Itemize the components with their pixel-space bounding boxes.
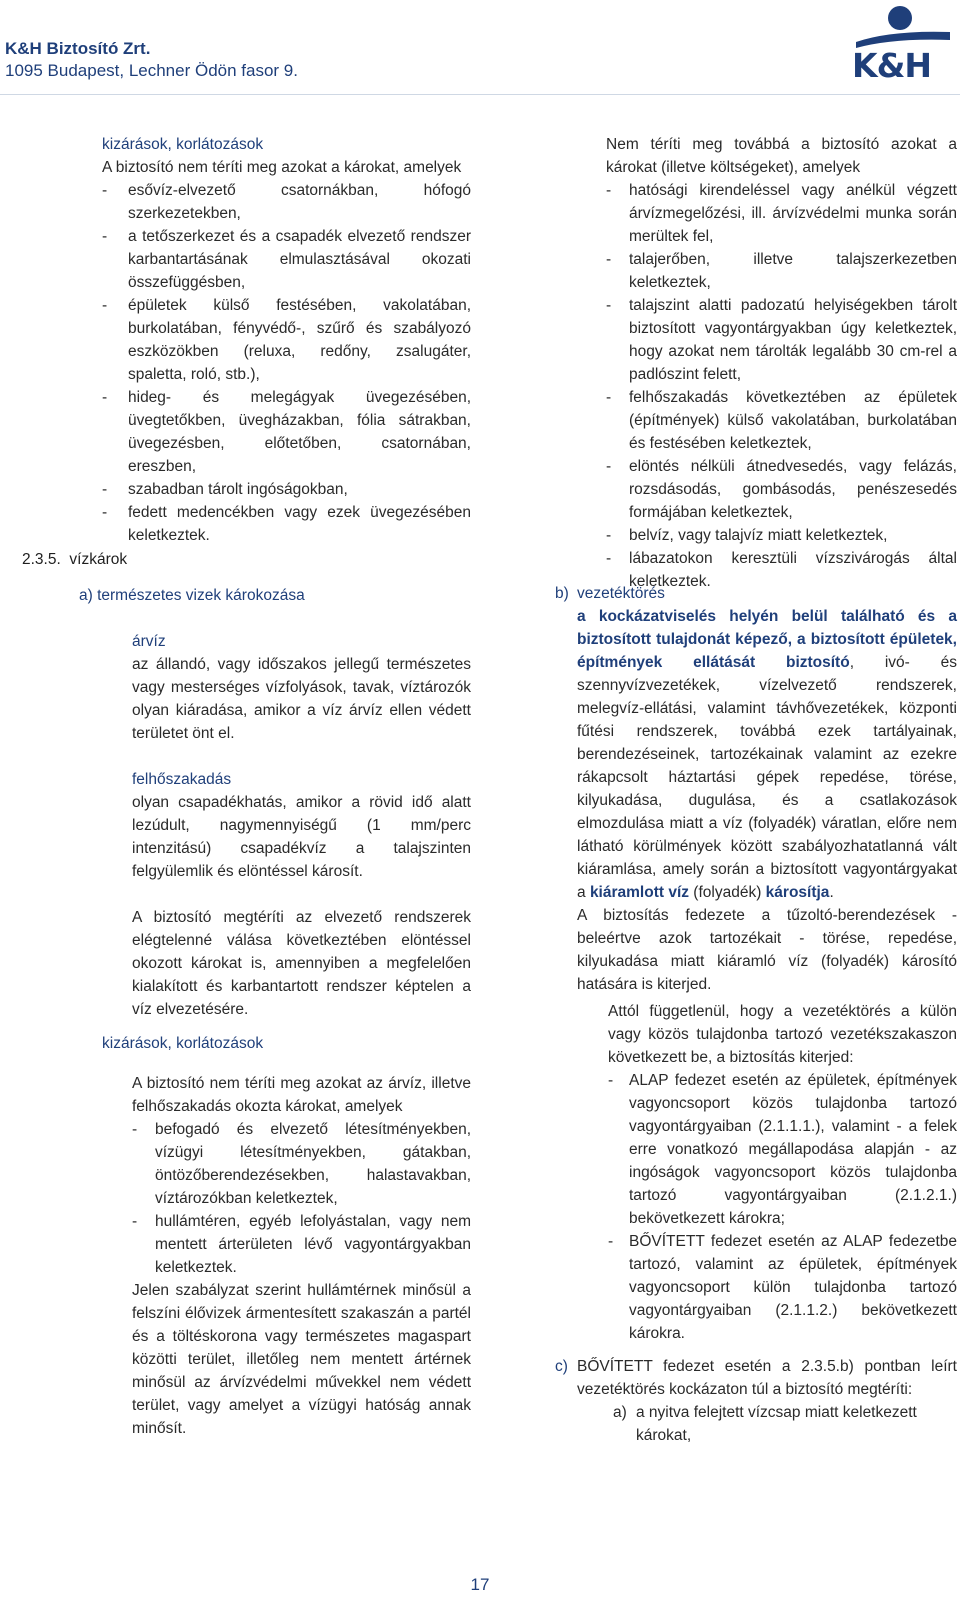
list-item: - belvíz, vagy talajvíz miatt keletkeztek, [606,527,888,544]
pipe-break-heading: vezetéktörés [577,585,665,602]
pipe-break-block [577,582,957,996]
extended-marker: c) [555,1358,568,1375]
left-exclusions-block [102,133,471,547]
list-item: a) a nyitva felejtett vízcsap miatt keletkezett károkat, [613,1404,917,1444]
ownership-block [608,1000,957,1345]
list-item: - felhőszakadás következtében az épületek (építmények) külső vakolatában, burkolatában és festésében keletkeztek, [606,389,957,452]
list-item: - befogadó és elvezető létesítményekben, vízügyi létesítményekben, gátakban, öntözőberendezésekben, halastavakban, víztározókban keletkeztek, [132,1121,471,1207]
flood-exclusions-heading-block [102,1032,471,1055]
natural-water-block [79,584,471,607]
list-item: - ALAP fedezet esetén az épületek, építmények vagyoncsoport közös tulajdonba tartozó vagyontárgyaiban (2.1.1.1.), valamint - a felek erre vonatkozó megállapodása alapján - az ingóságok vagyoncsoport közös tulajdonba tartozó vagyontárgyaiban (2.1.2.1.) bekövetkezett károkra; [608,1072,957,1227]
header-company [5,38,298,82]
pipe-break-definition: a kockázatviselés helyén belül található és a biztosított tulajdonát képező, a biztosított épületek, építmények ellátását biztosító, ivó- és szennyvízvezetékek, vízelvezető rendszerek, melegvíz-ellátási, valamint távhővezetékek, központi fűtési rendszerek, továbbá ezek tartályainak, berendezéseinek, tartozékainak valamint az ezekre rákapcsolt háztartási gépek repedése, törése, kilyukadása, dugulása, és a csatlakozások elmozdulása miatt a víz (folyadék) váratlan, előre nem látható körülmények között szabályozhatatlanná vált kiáramlása, amely során a biztosított vagyontárgyakat a kiáramlott víz (folyadék) károsítja. [577,608,958,901]
flood-exclusions-block [132,1072,471,1440]
list-item: - hullámtéren, egyéb lefolyástalan, vagy nem mentett árterületen lévő vagyontárgyakban keletkeztek. [132,1213,471,1276]
list-item: - esővíz-elvezető csatornákban, hófogó szerkezetekben, [102,182,471,222]
company-address: 1095 Budapest, Lechner Ödön fasor 9. [5,61,298,80]
left-exclusions-heading: kizárások, korlátozások [102,136,264,153]
list-item: - BŐVÍTETT fedezet esetén az ALAP fedezetbe tartozó, valamint az épületek, építmények vagyoncsoport külön tulajdonba tartozó vagyontárgyaiban (2.1.1.2.) bekövetkezett károkra. [608,1233,957,1342]
section-title: vízkárok [69,551,128,568]
extended-cover-text: BŐVÍTETT fedezet esetén a 2.3.5.b) pontban leírt vezetéktörés kockázaton túl a biztosító megtéríti: [577,1358,957,1398]
list-item: - szabadban tárolt ingóságokban, [102,481,348,498]
section-heading [22,551,127,569]
natural-water-heading: a) természetes vizek károkozása [79,587,305,604]
right-exclusions-block [606,133,957,593]
drainage-refund-text: A biztosító megtéríti az elvezető rendszerek elégtelenné válása következtében elöntéssel okozott károkat is, amennyiben a megfelelően kialakított és karbantartott rendszer képtelen a víz elvezetésére. [132,909,471,1018]
flood-exclusions-intro: A biztosító nem téríti meg azokat az árvíz, illetve felhőszakadás okozta károkat, amelyek [132,1075,471,1115]
right-exclusions-intro: Nem téríti meg továbbá a biztosító azokat a károkat (illetve költségeket), amelyek [606,136,957,176]
pipe-marker: b) [555,585,569,602]
section-number: 2.3.5. [22,551,61,568]
logo-text: K&H [852,46,931,85]
kh-logo [852,2,957,85]
header-divider [0,94,960,95]
flood-title: árvíz [132,633,166,650]
company-name: K&H Biztosító Zrt. [5,39,151,58]
list-item: - talajszint alatti padozatú helyiségekben tárolt biztosított vagyontárgyakban úgy keletkeztek, hogy azokat nem tárolták legalább 30 cm-rel a padlószint felett, [606,297,957,383]
list-item: - talajerőben, illetve talajszerkezetben keletkeztek, [606,251,957,291]
floodplain-definition: Jelen szabályzat szerint hullámtérnek minősül a felszíni élővizek ármentesített szakaszán a partél és a töltéskorona vagy természetes magaspart közötti terület, illetőleg nem mentett ártérnek minősül az árvízvédelmi művekkel nem védett terület, vagy amelyet a vízügyi hatóság annak minősít. [132,1282,471,1437]
ownership-intro: Attól függetlenül, hogy a vezetéktörés a külön vagy közös tulajdonba tartozó vezetékszakaszon következett be, a biztosítás kiterjed: [608,1003,957,1066]
list-item: - hatósági kirendeléssel vagy anélkül végzett árvízmegelőzési, ill. árvízvédelmi munka során merültek fel, [606,182,957,245]
list-item: - elöntés nélküli átnedvesedés, vagy felázás, rozsdásodás, gombásodás, penészesedés formájában keletkeztek, [606,458,957,521]
page-number: 17 [470,1575,490,1594]
cloudburst-text: olyan csapadékhatás, amikor a rövid idő alatt lezúdult, nagymennyiségű (1 mm/perc intenzitású) csapadékvíz a talajszinten felgyülemlik és elöntéssel károsít. [132,794,471,880]
flood-definitions [132,630,471,1021]
list-item: - a tetőszerkezet és a csapadék elvezető rendszer karbantartásának elmulasztásával okozati összefüggésben, [102,228,471,291]
list-item: - fedett medencékben vagy ezek üvegezésében keletkeztek. [102,504,471,544]
list-item: - hideg- és melegágyak üvegezésében, üvegtetőkben, üvegházakban, fólia sátrakban, üvegezésben, előtetőben, csatornában, ereszben, [102,389,471,475]
list-item: - épületek külső festésében, vakolatában, burkolatában, fényvédő-, szűrő és szabályozó eszközökben (reluxa, redőny, zsalugáter, spaletta, roló, stb.), [102,297,471,383]
flood-text: az állandó, vagy időszakos jellegű természetes vagy mesterséges vízfolyások, tavak, víztározók olyan kiáradása, amikor a víz árvíz ellen védett területet önt el. [132,656,471,742]
flood-exclusions-heading: kizárások, korlátozások [102,1035,264,1052]
list-item: - lábazatokon keresztüli vízszivárogás által keletkeztek. [606,550,957,590]
extended-cover-block [577,1355,957,1447]
sprinkler-text: A biztosítás fedezete a tűzoltó-berendezések - beleértve azok tartozékait - törése, repedése, kilyukadása miatt kiáramló víz (folyadék) károsító hatására is kiterjed. [577,907,957,993]
left-exclusions-intro: A biztosító nem téríti meg azokat a károkat, amelyek [102,159,462,176]
cloudburst-title: felhőszakadás [132,771,232,788]
